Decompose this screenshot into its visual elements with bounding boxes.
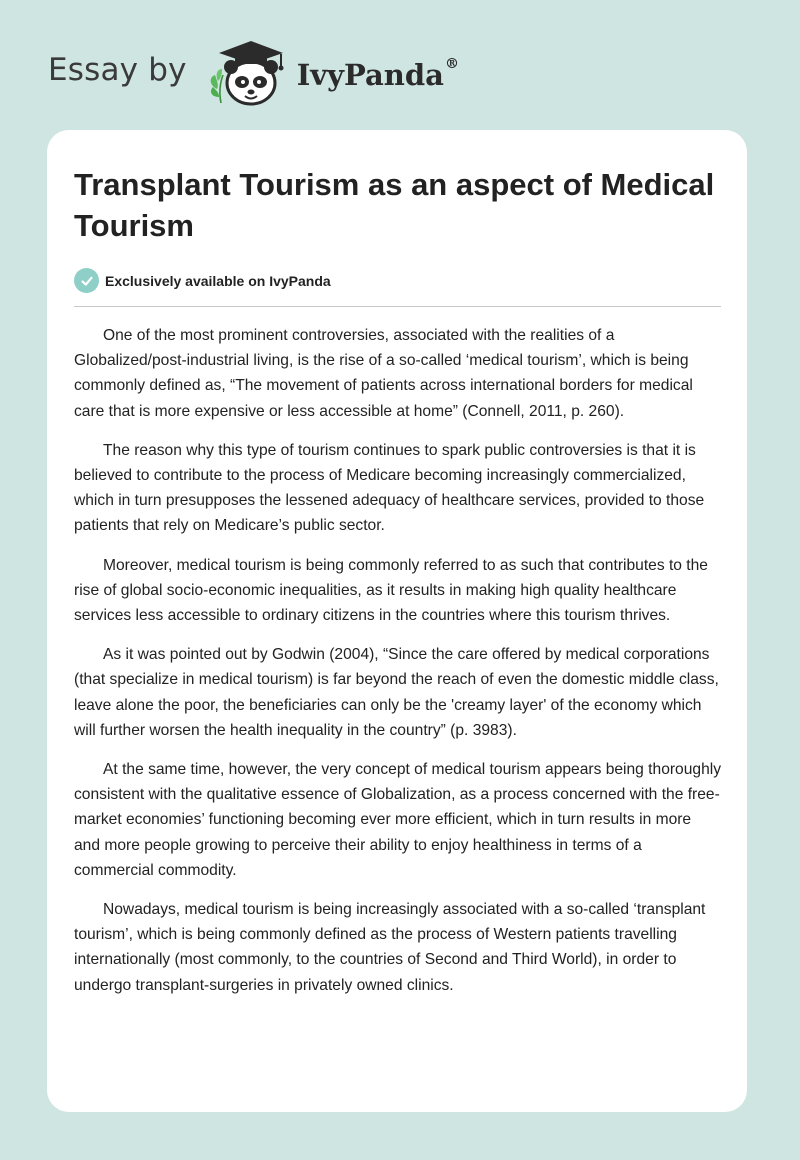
panda-graduate-logo-icon[interactable] bbox=[203, 37, 293, 109]
paragraph: As it was pointed out by Godwin (2004), “Since the care offered by medical corporations (that specialize in medical tourism) is far beyond the reach of even the domestic middle class, leave alone the poor, the beneficiaries can only be the 'creamy layer' of the economy which will further worsen the health inequality in the country” (p. 3983). bbox=[74, 646, 719, 739]
paragraph: The reason why this type of tourism continues to spark public controversies is that it is believed to contribute to the process of Medicare becoming increasingly commercialized, which in turn presupposes the lessened adequacy of healthcare services, provided to those patients that rely on Medicare’s public sector. bbox=[74, 441, 705, 535]
essay-by-label: Essay by bbox=[48, 52, 187, 88]
site-header bbox=[48, 38, 459, 108]
essay-card bbox=[47, 130, 747, 1112]
registered-mark: ® bbox=[444, 56, 459, 72]
paragraph: At the same time, however, the very concept of medical tourism appears being thoroughly consistent with the qualitative essence of Globalization, as a process concerned with the free-market economies’ functioning becoming ever more efficient, which in turn results in more and more people growing to perceive their ability to enjoy healthiness in terms of a commercial commodity. bbox=[74, 761, 722, 879]
paragraph: One of the most prominent controversies, associated with the realities of a Globalized/post-industrial living, is the rise of a so-called ‘medical tourism’, which is being commonly defined as, “The movement of patients across international borders for medical care that is more expensive or less accessible at home” (Connell, 2011, p. 260). bbox=[74, 327, 693, 420]
brand-name[interactable] bbox=[297, 58, 459, 92]
paragraph: Nowadays, medical tourism is being increasingly associated with a so-called ‘transplant tourism’, which is being commonly defined as the process of Western patients travelling internationally (most commonly, to the countries of Second and Third World), in order to undergo transplant-surgeries in privately owned clinics. bbox=[74, 901, 706, 994]
check-icon bbox=[74, 268, 99, 293]
brand-name-text: IvyPanda bbox=[296, 58, 444, 92]
exclusive-badge bbox=[74, 268, 721, 307]
paragraph: Moreover, medical tourism is being commonly referred to as such that contributes to the rise of global socio-economic inequalities, as it results in making high quality healthcare services less accessible to ordinary citizens in the countries where this tourism thrives. bbox=[74, 556, 708, 625]
essay-body bbox=[74, 323, 721, 998]
exclusive-label: Exclusively available on IvyPanda bbox=[105, 272, 331, 289]
page-title: Transplant Tourism as an aspect of Medical Tourism bbox=[74, 167, 715, 243]
